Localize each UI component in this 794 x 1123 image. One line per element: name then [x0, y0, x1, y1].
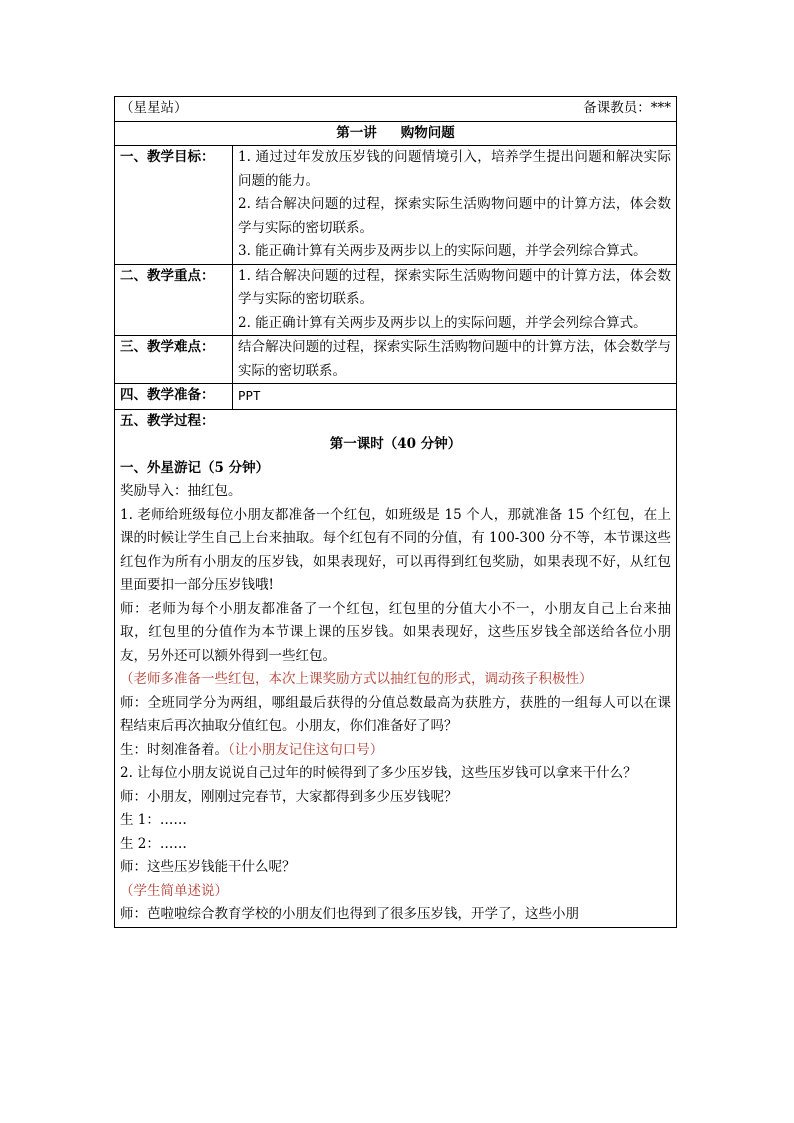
key-points-content [233, 264, 677, 336]
paragraph: 1. 老师给班级每位小朋友都准备一个红包，如班级是 15 个人，那就准备 15 个红包，在上课的时候让学生自己上台来抽取。每个红包有不同的分值，有 100-300 分不等，本节课这些红包作为所有小朋友的压岁钱，如果表现好，可以再得到红包奖励，如果表现不好，从红包里面要扣一部分压岁钱哦! [120, 506, 671, 593]
lesson-plan-page [114, 96, 677, 928]
goal-item: 3. 能正确计算有关两步及两步以上的实际问题，并学会列综合算式。 [238, 243, 647, 259]
intro-text: 奖励导入：抽红包。 [120, 483, 242, 499]
paragraph [120, 739, 671, 763]
paragraph: 生 2：…… [120, 835, 187, 852]
section-title: 一、外星游记（5 分钟） [120, 459, 270, 476]
lesson-number: 第一讲 [336, 124, 377, 141]
teacher-name: 备课教员：*** [583, 100, 671, 116]
preparation-row [115, 384, 677, 410]
station-name: （星星站） [120, 100, 188, 116]
paragraph: 生 1：…… [120, 812, 187, 828]
goals-row [115, 146, 677, 265]
difficulties-row [115, 336, 677, 384]
paragraph: 师：老师为每个小朋友都准备了一个红包，红包里的分值大小不一，小朋友自己上台来抽取，红包里的分值作为本节课上课的压岁钱。如果表现好，这些压岁钱全部送给各位小朋友，另外还可以额外得到一些红包。 [120, 600, 671, 664]
process-content [115, 409, 677, 927]
key-points-label: 二、教学重点： [115, 264, 233, 336]
teacher-note: （老师多准备一些红包，本次上课奖励方式以抽红包的形式，调动孩子积极性） [120, 671, 593, 687]
teacher-note: （学生简单述说） [120, 882, 228, 899]
preparation-content [233, 384, 677, 410]
process-label: 五、教学过程： [120, 412, 215, 429]
paragraph: 师：小朋友，刚刚过完春节，大家都得到多少压岁钱呢？ [120, 788, 458, 805]
title-row [115, 121, 677, 146]
period-title: 第一课时（40 分钟） [329, 436, 462, 452]
process-row [115, 409, 677, 927]
paragraph: 师：全班同学分为两组，哪组最后获得的分值总数最高为获胜方，获胜的一组每人可以在课程结束后再次抽取分值红包。小朋友，你们准备好了吗？ [120, 694, 671, 734]
key-point-item: 1. 结合解决问题的过程，探索实际生活购物问题中的计算方法，体会数学与实际的密切联系。 [238, 267, 671, 307]
header-row [115, 97, 677, 122]
paragraph: 师：这些压岁钱能干什么呢？ [120, 859, 296, 875]
preparation-label: 四、教学准备： [115, 384, 233, 410]
difficulty-text: 结合解决问题的过程，探索实际生活购物问题中的计算方法，体会数学与实际的密切联系。 [238, 339, 671, 379]
goals-content [233, 146, 677, 265]
difficulties-label: 三、教学难点： [115, 336, 233, 384]
goal-item: 2. 结合解决问题的过程，探索实际生活购物问题中的计算方法，体会数学与实际的密切联系。 [238, 196, 671, 236]
teacher-note: （让小朋友记住这句口号） [228, 741, 384, 758]
lesson-topic: 购物问题 [400, 124, 455, 141]
goal-item: 1. 通过过年发放压岁钱的问题情境引入，培养学生提出问题和解决实际问题的能力。 [238, 149, 671, 189]
difficulties-content [233, 336, 677, 384]
goals-label: 一、教学目标： [115, 146, 233, 265]
student-response: 生：时刻准备着。 [120, 741, 228, 758]
lesson-plan-table [114, 96, 677, 928]
paragraph: 师：芭啦啦综合教育学校的小朋友们也得到了很多压岁钱，开学了，这些小朋 [120, 906, 579, 922]
key-points-row [115, 264, 677, 336]
key-point-item: 2. 能正确计算有关两步及两步以上的实际问题，并学会列综合算式。 [238, 314, 647, 331]
paragraph: 2. 让每位小朋友说说自己过年的时候得到了多少压岁钱，这些压岁钱可以拿来干什么？ [120, 765, 637, 781]
preparation-text: PPT [238, 388, 261, 403]
